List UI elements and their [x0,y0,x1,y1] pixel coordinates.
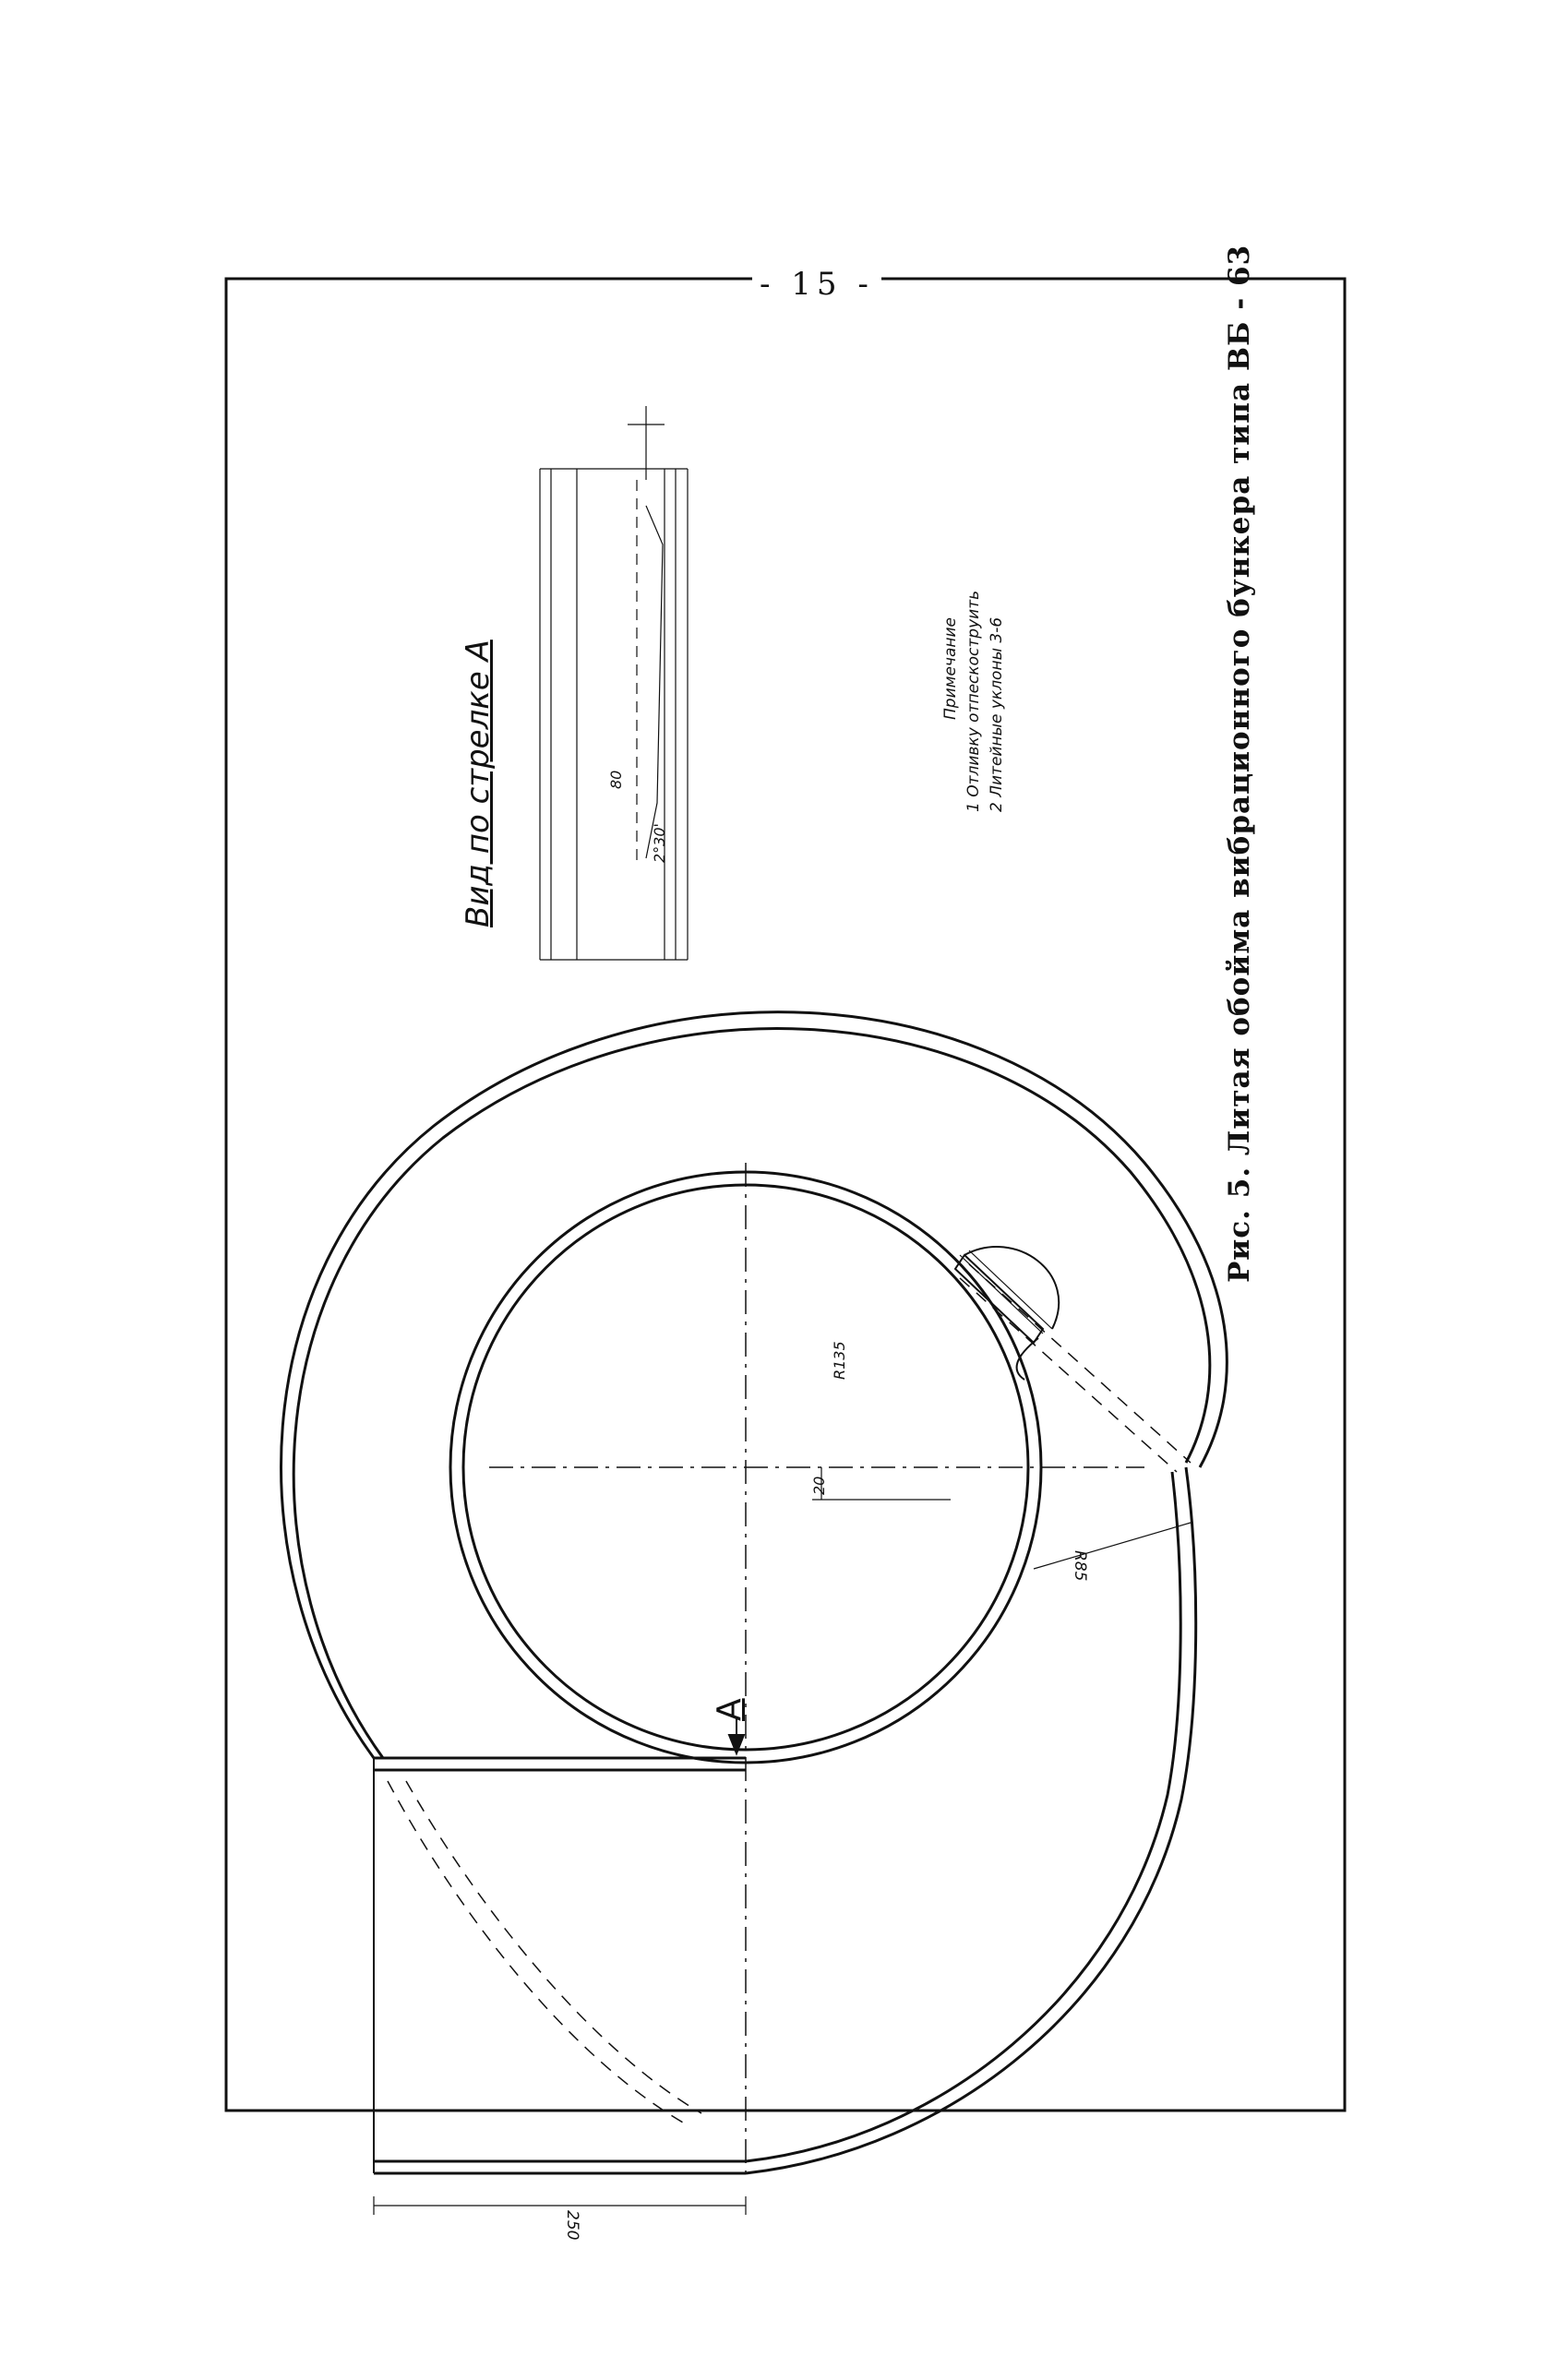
hidden-sweep-2 [406,1781,701,2113]
outer-spiral-contour-inner [293,1029,1210,1758]
hidden-sweep-1 [388,1781,683,2123]
note-line-1: 1 Отливку отпескоструить [964,590,983,812]
dim-center-offset: 20 [810,1476,828,1495]
view-strip-ramp [646,506,663,858]
view-label: Вид по стрелке А [460,640,497,927]
page-number: - 15 - [752,266,881,303]
dim-bottom-width: 250 [563,2210,581,2241]
outer-sweep [746,1467,1196,2173]
dim-inner-radius: R135 [831,1341,848,1380]
drawing-frame [226,279,1345,2111]
hidden-rib-1 [969,1264,1191,1463]
figure-caption: Рис. 5. Литая обойма вибрационного бункера типа ВБ - 63 [1223,244,1256,1283]
feed-rib [955,1255,1043,1343]
radius-leader [1034,1523,1191,1569]
dim-outer-radius: R85 [1071,1550,1089,1582]
dim-slot-angle: 2°30' [651,823,668,863]
note-title: Примечание [941,617,960,720]
note-line-2: 2 Литейные уклоны 3-6 [988,616,1006,812]
feed-rib-slot [1017,1338,1038,1380]
outer-spiral-contour [281,1012,1228,1758]
outer-sweep-inner [746,1472,1180,2161]
dim-slot-width: 80 [607,770,625,789]
section-mark: A [711,1698,749,1721]
